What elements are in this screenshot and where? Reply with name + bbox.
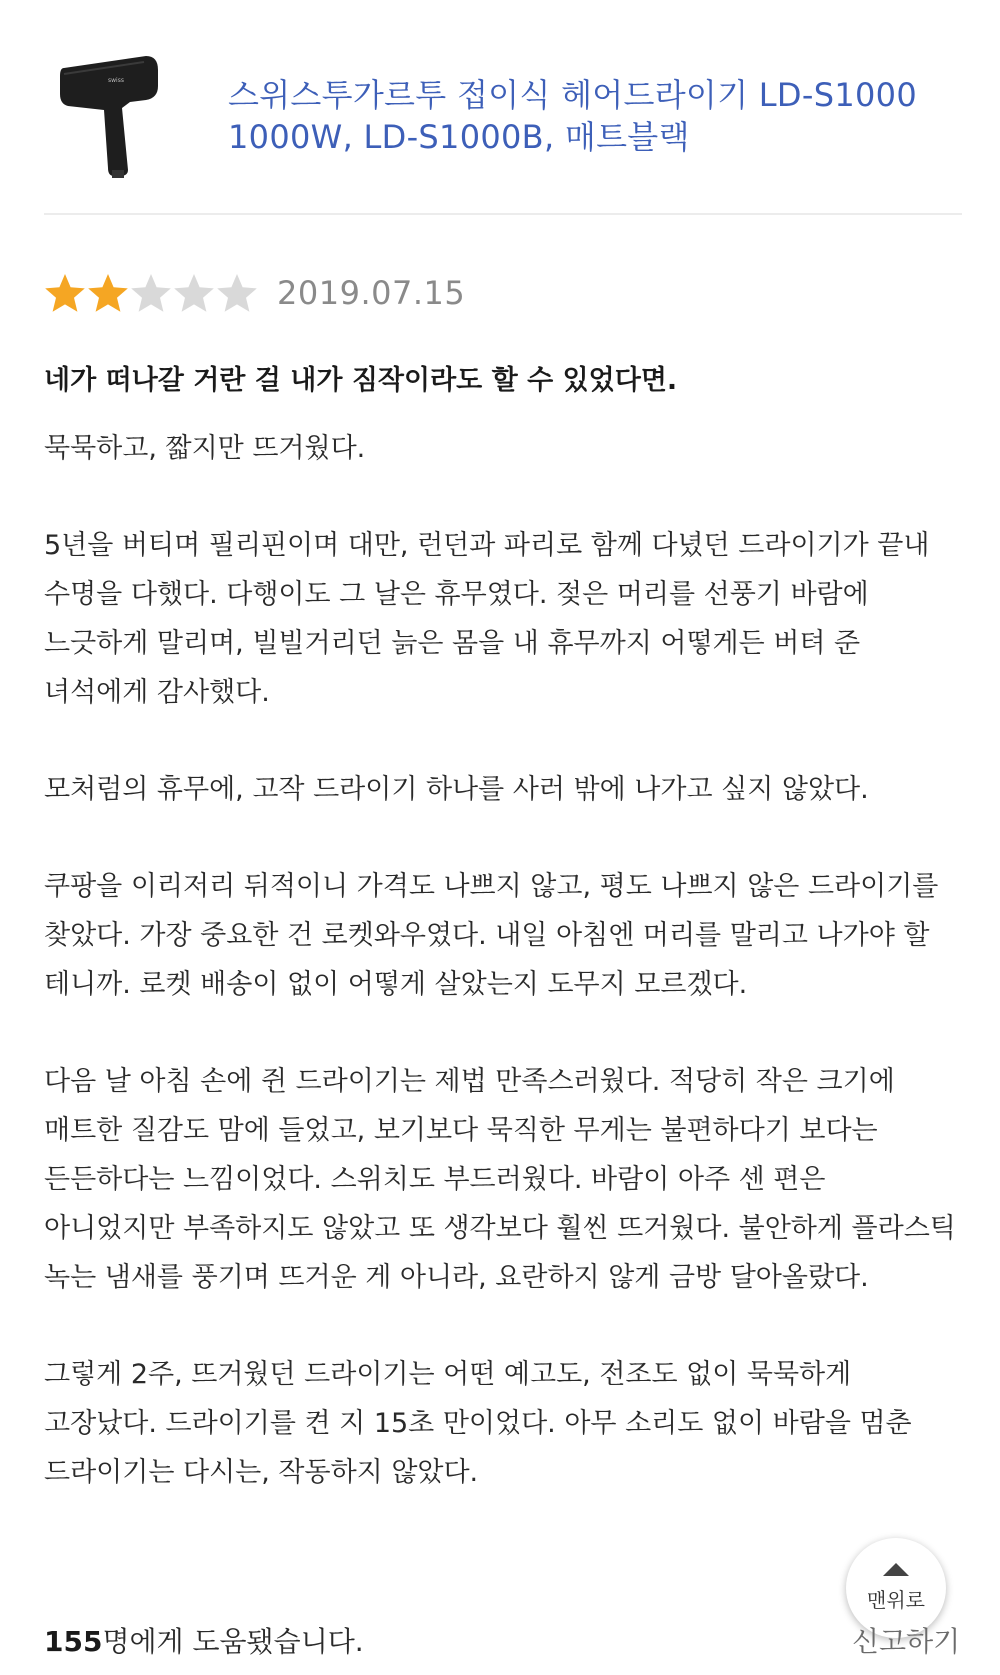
star-empty-icon <box>173 272 215 314</box>
report-button[interactable]: 신고하기 <box>852 1625 961 1658</box>
review-paragraph: 다음 날 아침 손에 쥔 드라이기는 제법 만족스러웠다. 적당히 작은 크기에 매트한 질감도 맘에 들었고, 보기보다 묵직한 무게는 불편하다기 보다는 든든하다는 느낌이었다. 스위치도 부드러웠다. 바람이 아주 센 편은 아니었지만 부족하지도 않았고 또 생각보다 훨씬 뜨거웠다. 불안하게 플라스틱 녹는 냄새를 풍기며 뜨거운 게 아니라, 요란하지 않게 금방 달아올랐다. <box>44 1066 956 1293</box>
review-date: 2019.07.15 <box>277 274 466 312</box>
review-headline: 네가 떠나갈 거란 걸 내가 짐작이라도 할 수 있었다면. <box>44 365 678 396</box>
review-body <box>44 424 964 1545</box>
star-empty-icon <box>130 272 172 314</box>
hair-dryer-product-image[interactable] <box>58 50 168 180</box>
star-empty-icon <box>216 272 258 314</box>
review-paragraph: 그렇게 2주, 뜨거웠던 드라이기는 어떤 예고도, 전조도 없이 묵묵하게 고장났다. 드라이기를 켠 지 15초 만이었다. 아무 소리도 없이 바람을 멈춘 드라이기는 다시는, 작동하지 않았다. <box>44 1359 912 1488</box>
star-rating <box>44 272 259 314</box>
helpful-count: 155 <box>44 1625 103 1658</box>
helpful-suffix: 명에게 도움됐습니다. <box>102 1625 364 1658</box>
product-title[interactable]: 스위스투가르투 접이식 헤어드라이기 LD-S1000 1000W, LD-S1000B, 매트블랙 <box>228 76 917 156</box>
helpful-count-text <box>44 1622 364 1662</box>
header-divider <box>44 213 962 215</box>
review-paragraph: 묵묵하고, 짧지만 뜨거웠다. <box>44 433 366 464</box>
svg-text:swiss: swiss <box>108 77 124 84</box>
star-filled-icon <box>44 272 86 314</box>
star-filled-icon <box>87 272 129 314</box>
arrow-up-icon <box>883 1563 909 1576</box>
review-paragraph: 모처럼의 휴무에, 고작 드라이기 하나를 사러 밖에 나가고 싶지 않았다. <box>44 774 869 805</box>
scroll-to-top-label: 맨위로 <box>867 1588 925 1612</box>
rating-row <box>44 270 465 316</box>
review-paragraph: 5년을 버티며 필리핀이며 대만, 런던과 파리로 함께 다녔던 드라이기가 끝내 수명을 다했다. 다행이도 그 날은 휴무였다. 젖은 머리를 선풍기 바람에 느긋하게 말리며, 빌빌거리던 늙은 몸을 내 휴무까지 어떻게든 버텨 준 녀석에게 감사했다. <box>44 530 930 708</box>
review-paragraph: 쿠팡을 이리저리 뒤적이니 가격도 나쁘지 않고, 평도 나쁘지 않은 드라이기를 찾았다. 가장 중요한 건 로켓와우였다. 내일 아침엔 머리를 말리고 나가야 할 테니까. 로켓 배송이 없이 어떻게 살았는지 도무지 모르겠다. <box>44 871 939 1000</box>
product-header <box>44 30 964 180</box>
